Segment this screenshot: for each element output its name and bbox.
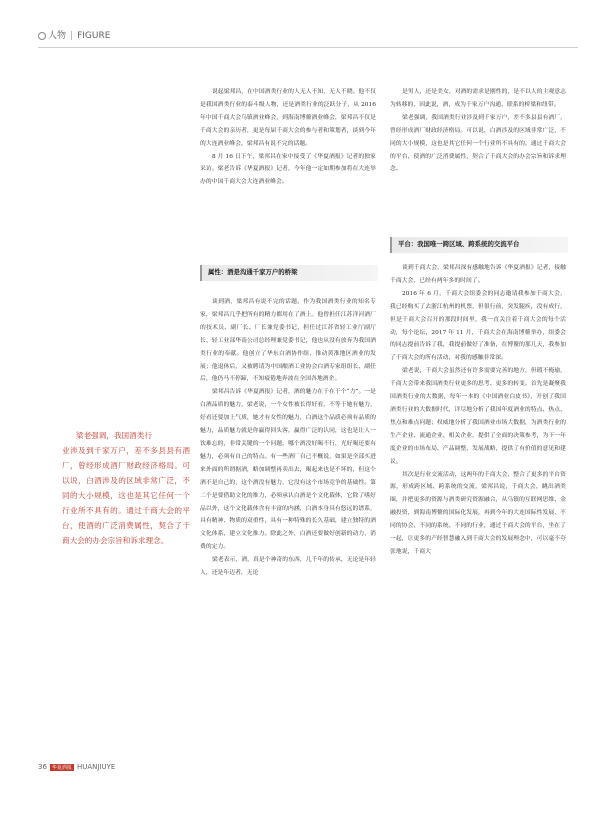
article-column-right-top	[390, 86, 566, 176]
page-footer	[38, 763, 115, 771]
paragraph: 梁老表示，酒，真是个神奇的东西，几千年的传承，无论是年轻人，还是年迈者，无论	[200, 557, 376, 577]
paragraph: 谈到千商大会，梁邦昌深有感触地告诉《华夏酒报》记者，接触千商大会，已经有两年多的时间了。	[390, 265, 566, 284]
pull-quote-text: 业涉及到千家万户，差不多县县有酒厂，曾经形成酒厂财政经济格局。可以说，白酒涉及的区域非常广泛，不同的大小规模，这也是其它任何一个行业所不具有的。通过千商大会的平台，使酒的广泛消费属性，契合了千商大会的办会宗旨和诉求理念。	[62, 446, 190, 545]
paragraph: 说起梁邦昌，在中国酒类行业的人无人不知，无人不晓。他不仅是我国酒类行业的泰斗级人物，还是酒类行业的泛跃分子，从 2016 年中国千商大会乌镇酒业峰会，到海南博鳌酒业峰会，梁邦昌不仅是千商大会的亲历者，更是每届千商大会的参与者和策划者，谈到今年的大连酒业峰会，梁邦昌有说不完的话题。	[200, 89, 376, 147]
section-english-label: FIGURE	[77, 31, 111, 41]
paragraph: 2016 年 6 月，千商大会组委会的同志邀请我参加千商大会，我已经购买了去浙江杭州的机票，但很行前，突发腿疾，没有成行，但是千商大会召开的那段时间里，我一直关注着千商大会的每个活动，每个论坛，2017 年 11 月，千商大会在海南博鳌举办，组委会的同志提前告诉了我，我提前做好了准备，在博鳌的那几天，我参加了千商大会的所有活动，对我的感触非常深。	[390, 290, 566, 362]
pull-quote	[62, 428, 190, 548]
magazine-name: HUANJIUYE	[76, 763, 116, 771]
article-column-right-bottom	[390, 262, 566, 559]
article-column-left-bottom	[200, 296, 376, 580]
page-number: 36	[38, 763, 47, 771]
header-divider: |	[70, 31, 74, 41]
section-subheading: 平台：我国唯一跨区域、跨系统的交流平台	[390, 237, 568, 253]
circle-icon	[38, 32, 46, 40]
paragraph: 是男人，还是美女，对酒的需求是刚性的，是不以人的主观意志为转移的，因此说，酒，成为千家万户沟通，联系的桥梁和纽带。	[390, 89, 566, 108]
pull-quote-first-line: 梁老强调，我国酒类行	[76, 431, 152, 440]
paragraph: 谈到酒，梁邦昌有说不完的话题。作为我国酒类行业的知名专家，梁邦昌几乎把所有的精力都用在了酒上。他曾担任江苏洋河酒厂的技术员、副厂长、厂长兼党委书记，担任过江苏省轻工业厅副厅长、轻工业部华南公司总经理兼党委书记，他也从没有放弃为我国酒类行业的奉献。他创立了华东白酒协作组，推动黄淮地区酒业的发展；他退休后，又被聘请为中国酿酒工业协会白酒专家组组长、副任后，他仍马不停蹄，不知疲倦地奔波在全国各地酒企。	[200, 299, 376, 383]
article-column-left-top	[200, 86, 376, 189]
page-header	[38, 28, 578, 44]
paragraph: 其次是行业交流活动，这两年的千商大会，整合了更多的平台资源，形成跨区域、跨系统的交流，梁邦昌说，千商大会，跳出酒类圈，并把更多的资源与酒类研究资源融合，从乌镇的互联网思维、金融投资，到海南博鳌的国际化发展，再到今年的大连国际性发展，不同的协会、不同的系统、不同的行业，通过千商大会的平台，坐在了一起，让更多的产经智慧融入到千商大会的发展理念中，可以毫不夸张地说，千商大	[390, 471, 566, 555]
paragraph: 梁邦昌告诉《华夏酒报》记者，酒的魅力在于在于个“力”。一是白酒品质的魅力，梁老说，一个女性被长得好看，不等于她有魅力，好看还要加上气质，她才有女性的魅力，白酒这个品质必须有品质的魅力，品质魅力就是你赢得回头客，赢得广泛的认同，这也是让人一饮难忘的，非常关键的一个问题，哪个酒没好喝不行，光好喝还要有魅力，必须有自己的特点。有一些酒厂自己不概说，如果是全部买进来外面的所谓据酒，略加调整再卖出去，喝起来也是不坏的，但这个酒不是自己的，这个酒没有魅力，它没有这个市场竞争的基础性。第二个是要借助文化的推力，必须承认白酒是个文化载体，它除了嗜好品以外，这个文化载体含有丰富的内涵，白酒本身具有悠远的谱系，具有精神、物质的双重性，具有一种特殊的长久基础，建立独特的酒文化体系，建立文化推力。除此之外，白酒还要做好创新的动力，消费的定力。	[200, 389, 376, 551]
section-label: 人物	[48, 31, 67, 41]
paragraph: 8 月 16 日下午，梁邦昌在家中接受了《华夏酒报》记者的独家采访。梁老告诉《华夏酒报》记者，今年他一定如期参加将在大连举办的中国千商大会大连酒业峰会。	[200, 153, 376, 186]
header-rule	[38, 47, 578, 48]
paragraph: 梁老说，千商大会虽然还有许多需要完善的地方，但瑕不掩瑜，千商大会带来我国酒类行业更多的思考、更多的转变。首先是凝聚我国酒类行业的大数据，每年一本的《中国酒业白皮书》，开创了我国酒类行业的大数据时代，详尽地分析了我国年度酒业的特点、热点、焦点和难点问题；权威地分析了我国酒业市场大数据，为酒类行业的生产企业、流通企业、相关企业，提供了全面的决策参考，为下一年度企业的市场布局、产品调整、发展战略，提供了有价值的意见和建议。	[390, 368, 566, 465]
paragraph: 梁老强调，我国酒类行业涉及到千家万户，差不多县县有酒厂，曾经形成酒厂财政经济格局。可以说，白酒涉及的区域非常广泛，不同的大小规模，这也是其它任何一个行业所不具有的。通过千商大会的平台，使酒的广泛消费属性，契合了千商大会的办会宗旨和诉求理念。	[390, 114, 566, 173]
section-subheading: 属性：酒是沟通千家万户的桥梁	[200, 265, 378, 281]
brand-logo: 华夏酒报	[51, 765, 72, 771]
